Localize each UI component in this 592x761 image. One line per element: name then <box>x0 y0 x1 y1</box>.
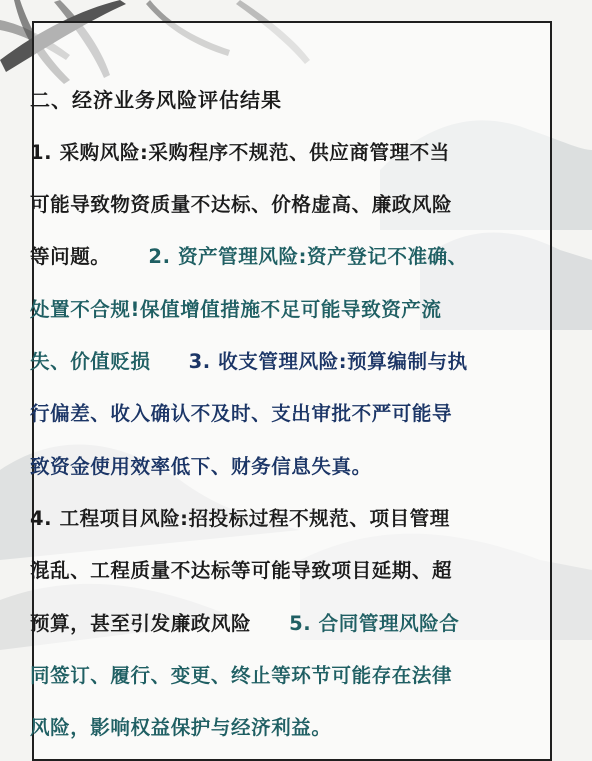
text-segment: 1. 采购风险:采购程序不规范、供应商管理不当 <box>30 141 450 164</box>
text-segment: 致资金使用效率低下、财务信息失真。 <box>30 455 372 478</box>
text-line <box>30 555 452 583</box>
text-segment: 3. 收支管理风险:预算编制与执 <box>188 350 468 373</box>
text-line <box>30 241 468 269</box>
text-segment: 行偏差、收入确认不及时、支出审批不严可能导 <box>30 402 453 425</box>
section-heading: 二、经济业务风险评估结果 <box>30 88 282 112</box>
text-line <box>30 398 452 426</box>
text-segment: 4. 工程项目风险:招投标过程不规范、项目管理 <box>30 507 450 530</box>
text-segment: 可能导致物资质量不达标、价格虚高、廉政风险 <box>30 193 453 216</box>
text-line <box>30 189 452 217</box>
text-line <box>30 712 332 740</box>
text-line <box>30 294 442 322</box>
text-segment: 混乱、工程质量不达标等可能导致项目延期、超 <box>30 559 453 582</box>
content-frame <box>32 21 552 761</box>
text-segment: 失、价值贬损 <box>30 350 151 373</box>
text-segment: 2. 资产管理风险:资产登记不准确、 <box>148 245 468 268</box>
text-line <box>30 451 372 479</box>
text-segment: 5. 合同管理风险合 <box>289 612 460 635</box>
text-segment: 预算，甚至引发廉政风险 <box>30 612 252 635</box>
text-segment: 同签订、履行、变更、终止等环节可能存在法律 <box>30 664 453 687</box>
text-line <box>30 503 450 531</box>
text-segment: 处置不合规!保值增值措施不足可能导致资产流 <box>30 298 442 321</box>
text-segment: 等问题。 <box>30 245 111 268</box>
text-line <box>30 346 468 374</box>
text-line <box>30 660 452 688</box>
text-line <box>30 608 459 636</box>
text-line <box>30 137 450 165</box>
text-segment: 风险，影响权益保护与经济利益。 <box>30 716 332 739</box>
